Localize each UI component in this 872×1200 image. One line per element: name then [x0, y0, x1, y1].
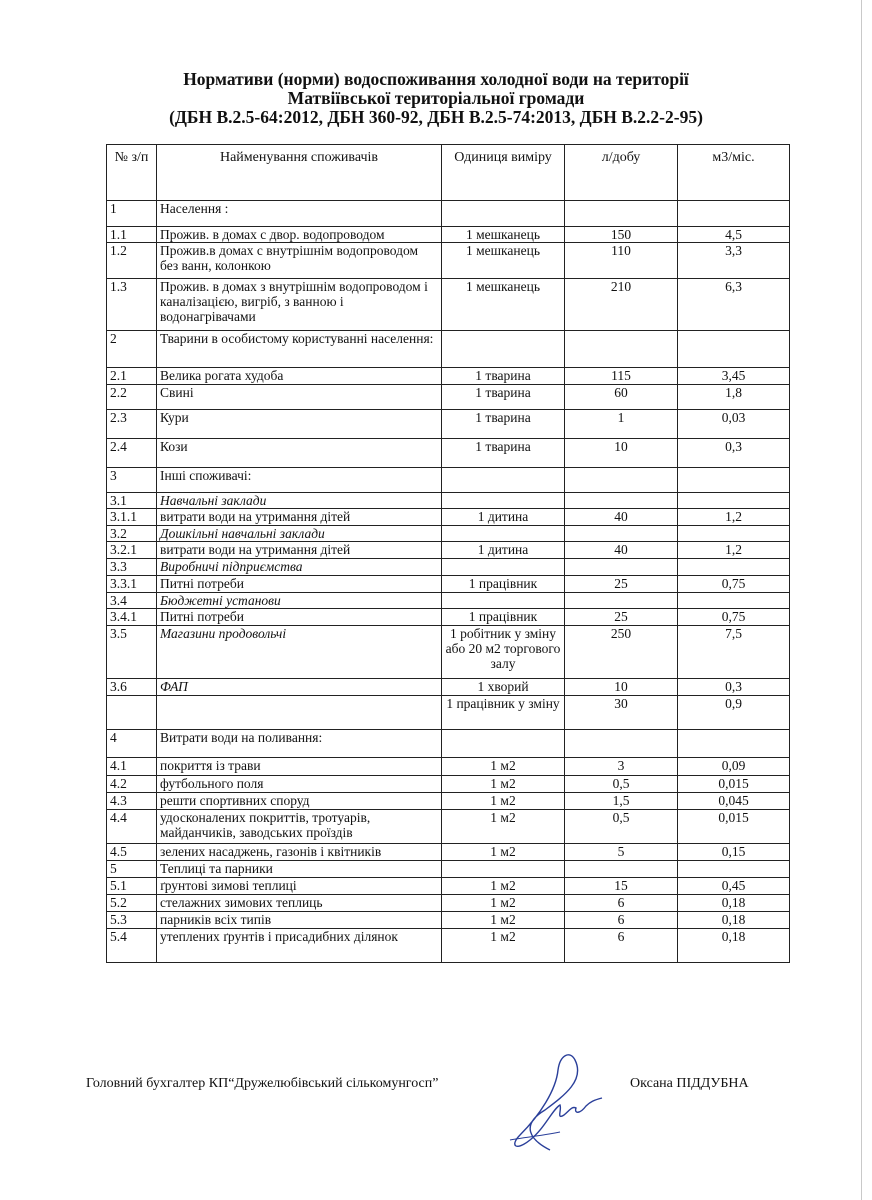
row-unit: 1 м2	[442, 912, 565, 929]
row-m3: 0,045	[678, 793, 790, 810]
table-row	[107, 696, 790, 730]
row-unit	[442, 331, 565, 368]
table-row	[107, 279, 790, 331]
row-m3: 0,18	[678, 895, 790, 912]
table-row	[107, 410, 790, 439]
row-number: 3.2.1	[107, 542, 157, 559]
row-unit: 1 м2	[442, 844, 565, 861]
row-m3	[678, 593, 790, 609]
row-unit: 1 мешканець	[442, 227, 565, 243]
row-unit	[442, 559, 565, 576]
row-lpd	[565, 201, 678, 227]
row-number: 5.3	[107, 912, 157, 929]
table-row	[107, 861, 790, 878]
header-num: № з/п	[107, 145, 157, 201]
row-number: 3.2	[107, 526, 157, 542]
row-name: удосконалених покриттів, тротуарів, майданчиків, заводських проїздів	[157, 810, 442, 844]
row-unit	[442, 861, 565, 878]
row-name: Тварини в особистому користуванні населення:	[157, 331, 442, 368]
table-row	[107, 526, 790, 542]
row-m3: 0,15	[678, 844, 790, 861]
row-unit: 1 дитина	[442, 509, 565, 526]
row-number: 4.4	[107, 810, 157, 844]
row-m3: 4,5	[678, 227, 790, 243]
row-m3: 0,75	[678, 609, 790, 626]
footer-position: Головний бухгалтер КП“Дружелюбівський сількомунгосп”	[86, 1076, 439, 1091]
table-row	[107, 679, 790, 696]
row-lpd: 6	[565, 912, 678, 929]
norms-table	[106, 144, 790, 963]
row-name: зелених насаджень, газонів і квітників	[157, 844, 442, 861]
title-line: (ДБН В.2.5-64:2012, ДБН 360-92, ДБН В.2.5-74:2013, ДБН В.2.2-2-95)	[169, 107, 703, 127]
table-row	[107, 878, 790, 895]
table-row	[107, 793, 790, 810]
row-unit	[442, 201, 565, 227]
row-lpd: 25	[565, 576, 678, 593]
document-title	[0, 70, 872, 127]
table-row	[107, 895, 790, 912]
row-number: 4.2	[107, 776, 157, 793]
row-number: 2.2	[107, 385, 157, 410]
row-name	[157, 696, 442, 730]
row-unit: 1 м2	[442, 929, 565, 963]
row-number: 3.3	[107, 559, 157, 576]
row-m3: 3,45	[678, 368, 790, 385]
row-lpd	[565, 526, 678, 542]
row-lpd	[565, 493, 678, 509]
row-unit	[442, 526, 565, 542]
title-line: Нормативи (норми) водоспоживання холодної води на території	[183, 69, 689, 89]
row-lpd: 150	[565, 227, 678, 243]
row-lpd	[565, 468, 678, 493]
row-name: Населення :	[157, 201, 442, 227]
table-row	[107, 758, 790, 776]
row-lpd	[565, 331, 678, 368]
row-m3: 0,03	[678, 410, 790, 439]
row-number: 3.4	[107, 593, 157, 609]
row-unit: 1 хворий	[442, 679, 565, 696]
row-m3	[678, 493, 790, 509]
row-unit: 1 м2	[442, 878, 565, 895]
row-number: 3	[107, 468, 157, 493]
table-row	[107, 368, 790, 385]
table-row	[107, 912, 790, 929]
row-m3: 1,8	[678, 385, 790, 410]
row-name: Велика рогата худоба	[157, 368, 442, 385]
row-unit: 1 дитина	[442, 542, 565, 559]
row-number	[107, 696, 157, 730]
row-name: парників всіх типів	[157, 912, 442, 929]
row-lpd: 0,5	[565, 810, 678, 844]
row-name: покриття із трави	[157, 758, 442, 776]
row-name: Магазини продовольчі	[157, 626, 442, 679]
table-row	[107, 201, 790, 227]
row-unit: 1 працівник у зміну	[442, 696, 565, 730]
row-lpd: 115	[565, 368, 678, 385]
table-row	[107, 227, 790, 243]
row-name: Навчальні заклади	[157, 493, 442, 509]
row-m3: 1,2	[678, 542, 790, 559]
table-row	[107, 576, 790, 593]
row-name: ФАП	[157, 679, 442, 696]
row-m3	[678, 201, 790, 227]
row-number: 1.3	[107, 279, 157, 331]
row-m3: 0,18	[678, 929, 790, 963]
header-m3: м3/міс.	[678, 145, 790, 201]
table-row	[107, 331, 790, 368]
header-name: Найменування споживачів	[157, 145, 442, 201]
row-m3: 0,3	[678, 679, 790, 696]
row-m3: 0,9	[678, 696, 790, 730]
row-unit: 1 м2	[442, 810, 565, 844]
row-lpd: 40	[565, 509, 678, 526]
row-unit	[442, 468, 565, 493]
row-lpd	[565, 593, 678, 609]
table-row	[107, 593, 790, 609]
row-lpd: 1	[565, 410, 678, 439]
row-lpd	[565, 559, 678, 576]
table-row	[107, 929, 790, 963]
row-lpd: 1,5	[565, 793, 678, 810]
row-name: Бюджетні установи	[157, 593, 442, 609]
row-unit: 1 робітник у зміну або 20 м2 торгового залу	[442, 626, 565, 679]
row-number: 3.5	[107, 626, 157, 679]
row-m3	[678, 730, 790, 758]
row-lpd: 10	[565, 679, 678, 696]
row-m3: 0,45	[678, 878, 790, 895]
row-lpd: 0,5	[565, 776, 678, 793]
row-m3: 0,3	[678, 439, 790, 468]
row-number: 4.5	[107, 844, 157, 861]
row-unit	[442, 493, 565, 509]
row-name: Свині	[157, 385, 442, 410]
row-m3: 1,2	[678, 509, 790, 526]
table-row	[107, 385, 790, 410]
table-row	[107, 776, 790, 793]
row-name: витрати води на утримання дітей	[157, 509, 442, 526]
row-m3: 0,015	[678, 776, 790, 793]
table-row	[107, 730, 790, 758]
title-line: Матвіївської територіальної громади	[287, 88, 585, 108]
row-lpd: 250	[565, 626, 678, 679]
row-unit: 1 тварина	[442, 410, 565, 439]
table-body	[107, 201, 790, 963]
row-m3	[678, 468, 790, 493]
row-m3	[678, 559, 790, 576]
row-m3: 6,3	[678, 279, 790, 331]
row-m3: 7,5	[678, 626, 790, 679]
row-number: 4.1	[107, 758, 157, 776]
row-number: 3.6	[107, 679, 157, 696]
table-row	[107, 509, 790, 526]
row-number: 1.2	[107, 243, 157, 279]
row-lpd: 30	[565, 696, 678, 730]
table-row	[107, 439, 790, 468]
row-number: 1	[107, 201, 157, 227]
table-row	[107, 609, 790, 626]
row-m3: 0,09	[678, 758, 790, 776]
table-row	[107, 844, 790, 861]
row-lpd: 210	[565, 279, 678, 331]
row-number: 5.4	[107, 929, 157, 963]
row-name: Прожив. в домах с двор. водопроводом	[157, 227, 442, 243]
row-lpd: 15	[565, 878, 678, 895]
row-lpd	[565, 730, 678, 758]
row-number: 5.2	[107, 895, 157, 912]
row-lpd: 3	[565, 758, 678, 776]
row-number: 2.1	[107, 368, 157, 385]
row-name: Дошкільні навчальні заклади	[157, 526, 442, 542]
row-unit: 1 працівник	[442, 576, 565, 593]
row-unit: 1 тварина	[442, 439, 565, 468]
row-lpd: 6	[565, 929, 678, 963]
row-lpd: 60	[565, 385, 678, 410]
table-header	[107, 145, 790, 201]
row-m3	[678, 331, 790, 368]
row-m3	[678, 526, 790, 542]
row-m3	[678, 861, 790, 878]
row-lpd: 5	[565, 844, 678, 861]
footer-name: Оксана ПІДДУБНА	[630, 1076, 749, 1091]
row-name: Кози	[157, 439, 442, 468]
row-name: Витрати води на поливання:	[157, 730, 442, 758]
row-lpd: 25	[565, 609, 678, 626]
row-unit: 1 м2	[442, 793, 565, 810]
row-number: 4.3	[107, 793, 157, 810]
row-unit: 1 мешканець	[442, 243, 565, 279]
row-name: футбольного поля	[157, 776, 442, 793]
row-name: Теплиці та парники	[157, 861, 442, 878]
row-lpd	[565, 861, 678, 878]
signature-icon	[490, 1040, 620, 1160]
row-name: ґрунтові зимові теплиці	[157, 878, 442, 895]
row-lpd: 6	[565, 895, 678, 912]
row-number: 2.4	[107, 439, 157, 468]
table-row	[107, 542, 790, 559]
row-m3: 3,3	[678, 243, 790, 279]
table-row	[107, 468, 790, 493]
row-unit	[442, 730, 565, 758]
row-name: витрати води на утримання дітей	[157, 542, 442, 559]
row-name: Виробничі підприємства	[157, 559, 442, 576]
row-name: Прожив. в домах з внутрішнім водопроводом і каналізацією, вигріб, з ванною і водонагрівачами	[157, 279, 442, 331]
row-number: 3.1	[107, 493, 157, 509]
row-name: решти спортивних споруд	[157, 793, 442, 810]
row-name: Питні потреби	[157, 609, 442, 626]
row-name: Кури	[157, 410, 442, 439]
row-name: утеплених ґрунтів і присадибних ділянок	[157, 929, 442, 963]
row-number: 5.1	[107, 878, 157, 895]
row-number: 3.1.1	[107, 509, 157, 526]
header-unit: Одиниця виміру	[442, 145, 565, 201]
row-name: Інші споживачі:	[157, 468, 442, 493]
row-unit: 1 м2	[442, 895, 565, 912]
row-number: 5	[107, 861, 157, 878]
row-m3: 0,015	[678, 810, 790, 844]
row-unit: 1 працівник	[442, 609, 565, 626]
page-edge	[861, 0, 862, 1200]
row-name: стелажних зимових теплиць	[157, 895, 442, 912]
table-row	[107, 810, 790, 844]
row-number: 2.3	[107, 410, 157, 439]
row-number: 1.1	[107, 227, 157, 243]
row-number: 3.3.1	[107, 576, 157, 593]
row-number: 4	[107, 730, 157, 758]
row-m3: 0,75	[678, 576, 790, 593]
table-row	[107, 243, 790, 279]
row-unit: 1 м2	[442, 758, 565, 776]
table-row	[107, 493, 790, 509]
table-row	[107, 626, 790, 679]
header-lpd: л/добу	[565, 145, 678, 201]
row-number: 2	[107, 331, 157, 368]
row-name: Прожив.в домах с внутрішнім водопроводом без ванн, колонкою	[157, 243, 442, 279]
row-unit: 1 тварина	[442, 368, 565, 385]
row-lpd: 40	[565, 542, 678, 559]
row-unit	[442, 593, 565, 609]
row-name: Питні потреби	[157, 576, 442, 593]
table-row	[107, 559, 790, 576]
row-lpd: 110	[565, 243, 678, 279]
row-number: 3.4.1	[107, 609, 157, 626]
row-unit: 1 тварина	[442, 385, 565, 410]
row-lpd: 10	[565, 439, 678, 468]
row-m3: 0,18	[678, 912, 790, 929]
row-unit: 1 м2	[442, 776, 565, 793]
row-unit: 1 мешканець	[442, 279, 565, 331]
